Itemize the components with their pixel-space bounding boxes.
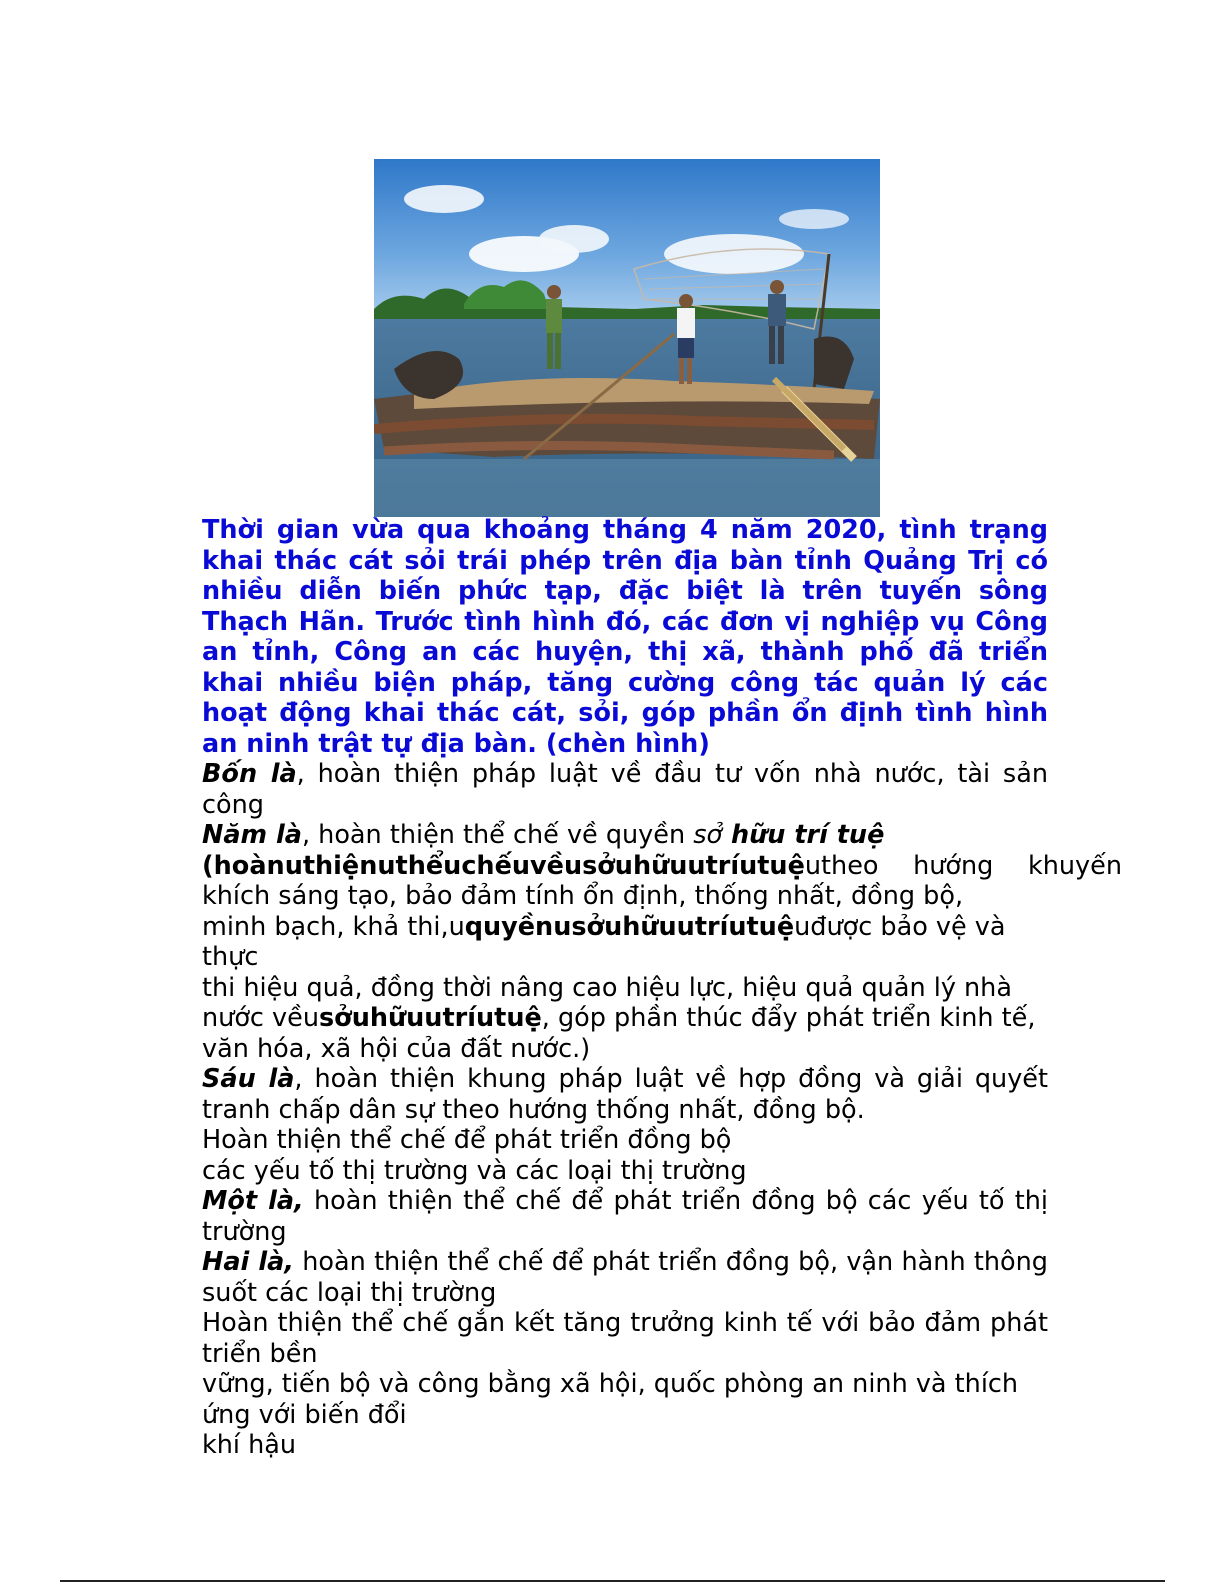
- section-heading-line: Hoàn thiện thể chế gắn kết tăng trưởng kinh tế với bảo đảm phát triển bền: [202, 1308, 1048, 1369]
- paragraph-line: thi hiệu quả, đồng thời nâng cao hiệu lực, hiệu quả quản lý nhà: [202, 972, 1012, 1003]
- paragraph-text: utheo hướng khuyến: [804, 850, 1122, 881]
- article-body: [202, 515, 1122, 1461]
- paragraph-bon-la: [202, 759, 1048, 820]
- paragraph-mot-la: [202, 1186, 1048, 1247]
- paragraph-text: minh bạch, khả thi,u: [202, 911, 465, 942]
- bold-term: quyềnusởuhữuutríutuệ: [464, 911, 795, 942]
- italic-term: sở: [693, 820, 723, 850]
- boat-photo-illustration: [374, 159, 880, 517]
- bold-term: (hoànuthiệnuthểuchếuvềusởuhữuutríutuệ: [202, 850, 805, 881]
- section-heading-line: các yếu tố thị trường và các loại thị trường: [202, 1155, 747, 1186]
- paragraph-lead: Hai là,: [202, 1247, 294, 1277]
- paragraph-sau-la: [202, 1064, 1048, 1125]
- paragraph-text: hoàn thiện thể chế để phát triển đồng bộ, vận hành thông suốt các loại thị trường: [202, 1247, 1048, 1308]
- section-heading-line: khí hậu: [202, 1430, 297, 1460]
- page-bottom-rule: [60, 1580, 1165, 1582]
- paragraph-text: hoàn thiện thể chế để phát triển đồng bộ các yếu tố thị trường: [202, 1186, 1048, 1247]
- paragraph-lead: Năm là: [202, 820, 302, 850]
- paragraph-text: , hoàn thiện khung pháp luật về hợp đồng và giải quyết tranh chấp dân sự theo hướng thống nhất, đồng bộ.: [202, 1064, 1048, 1125]
- article-photo: [374, 159, 880, 517]
- paragraph-text: uđược bảo vệ và thực: [202, 911, 1006, 972]
- bold-term: sởuhữuutríutuệ: [319, 1003, 542, 1033]
- paragraph-nam-la: [202, 820, 1122, 1064]
- photo-caption: Thời gian vừa qua khoảng tháng 4 năm 2020, tình trạng khai thác cát sỏi trái phép trên địa bàn tỉnh Quảng Trị có nhiều diễn biến phức tạp, đặc biệt là trên tuyến sông Thạch Hãn. Trước tình hình đó, các đơn vị nghiệp vụ Công an tỉnh, Công an các huyện, thị xã, thành phố đã triển khai nhiều biện pháp, tăng cường công tác quản lý các hoạt động khai thác cát, sỏi, góp phần ổn định tình hình an ninh trật tự địa bàn. (chèn hình): [202, 515, 1048, 759]
- paragraph-lead: Sáu là: [202, 1064, 295, 1094]
- paragraph-lead: Một là,: [202, 1186, 304, 1216]
- paragraph-text: , hoàn thiện thể chế về quyền: [301, 820, 694, 850]
- paragraph-line: khích sáng tạo, bảo đảm tính ổn định, thống nhất, đồng bộ,: [202, 881, 964, 911]
- paragraph-line: văn hóa, xã hội của đất nước.): [202, 1033, 591, 1064]
- section-heading-line: vững, tiến bộ và công bằng xã hội, quốc phòng an ninh và thích ứng với biến đổi: [202, 1369, 1019, 1430]
- paragraph-text: , góp phần thúc đẩy phát triển kinh tế,: [541, 1003, 1036, 1033]
- paragraph-text: , hoàn thiện pháp luật về đầu tư vốn nhà nước, tài sản công: [202, 759, 1048, 820]
- paragraph-lead: Bốn là: [202, 759, 297, 789]
- section-heading-line: Hoàn thiện thể chế để phát triển đồng bộ: [202, 1125, 732, 1155]
- bold-italic-term: hữu trí tuệ: [722, 820, 885, 850]
- paragraph-hai-la: [202, 1247, 1048, 1308]
- paragraph-text: nước vều: [202, 1003, 319, 1033]
